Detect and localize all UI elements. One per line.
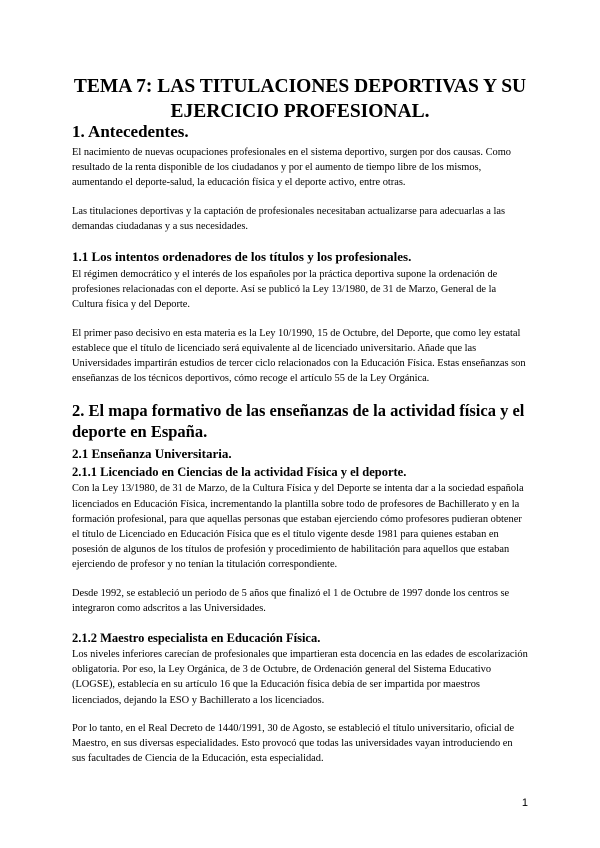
- section-2-1-1-paragraph-2: Desde 1992, se estableció un periodo de 5 años que finalizó el 1 de Octubre de 1997 donde los centros se integraron como adscritos a las Universidades.: [72, 587, 510, 614]
- section-2-1-1-heading: 2.1.1 Licenciado en Ciencias de la actividad Física y el deporte.: [72, 465, 407, 480]
- section-1-1-paragraph-2: El primer paso decisivo en esta materia es la Ley 10/1990, 15 de Octubre, del Deporte, que como ley estatal establece que el título de licenciado será equivalente al de licenciado universitario. Añade que las Universidades impartirán estudios de tercer ciclo relacionados con la Educación Física. Estas enseñanzas son enseñanzas de los técnicos deportivos, cómo recoge el artículo 55 de la Ley Orgánica.: [72, 327, 526, 385]
- section-1-paragraph-1: El nacimiento de nuevas ocupaciones profesionales en el sistema deportivo, surgen por dos causas. Como resultado de la renta disponible de los ciudadanos y por el aumento de tiempo libre de los mismos, aumentando el deporte-salud, la educación física y el deporte activo, entre otras.: [72, 147, 511, 189]
- section-1-1-heading: 1.1 Los intentos ordenadores de los títulos y los profesionales.: [72, 249, 412, 265]
- section-1-paragraph-2: Las titulaciones deportivas y la captación de profesionales necesitaban actualizarse para adecuarlas a las demandas ciudadanas y a sus necesidades.: [72, 205, 506, 232]
- document-title: TEMA 7: LAS TITULACIONES DEPORTIVAS Y SU EJERCICIO PROFESIONAL.: [73, 76, 527, 122]
- document-body: [72, 121, 528, 766]
- section-2-1-1-paragraph-1: Con la Ley 13/1980, de 31 de Marzo, de la Cultura Física y del Deporte se intenta dar a la sociedad española licenciados en Educación Física, incrementando la plantilla sobre todo de profesores de Bachillerato y en la formación profesional, para que aquellas personas que estaban ejerciendo cómo profesores pudieran obtener el título de Licenciado en Educación Física que es el título vigente desde 1981 para quienes estaban en posesión de algunos de los títulos de profesión y procedimiento de habilitación para aquellos que estaban ejerciendo de profesor y no tenían la titulación correspondiente.: [72, 483, 524, 571]
- section-2-1-2-heading: 2.1.2 Maestro especialista en Educación Física.: [72, 631, 321, 646]
- section-2-1-2-paragraph-1: Los niveles inferiores carecían de profesionales que impartieran esta docencia en las edades de escolarización obligatoria. Por eso, la Ley Orgánica, de 3 de Octubre, de Ordenación general del Sistema Educativo (LOGSE), establecía en su artículo 16 que la Educación física debía de ser impartida por maestros licenciados, dejando la ESO y Bachillerato a los licenciados.: [72, 649, 528, 706]
- section-1-heading: 1. Antecedentes.: [72, 122, 189, 141]
- section-2-1-2-paragraph-2: Por lo tanto, en el Real Decreto de 1440/1991, 30 de Agosto, se estableció el título universitario, oficial de Maestro, en sus diversas especialidades. Esto provocó que todas las universidades vayan introduciendo en sus facultades de Ciencia de la Educación, esta especialidad.: [72, 722, 515, 765]
- page-number: 1: [521, 797, 528, 809]
- section-1-1-paragraph-1: El régimen democrático y el interés de los españoles por la práctica deportiva supone la ordenación de profesiones relacionadas con el deporte. Así se publicó la Ley 13/1980, de 31 de Marzo, General de la Cultura física y del Deporte.: [72, 269, 498, 311]
- section-2-1-heading: 2.1 Enseñanza Universitaria.: [72, 446, 232, 462]
- section-2-heading: 2. El mapa formativo de las enseñanzas de la actividad física y el deporte en España.: [72, 401, 525, 442]
